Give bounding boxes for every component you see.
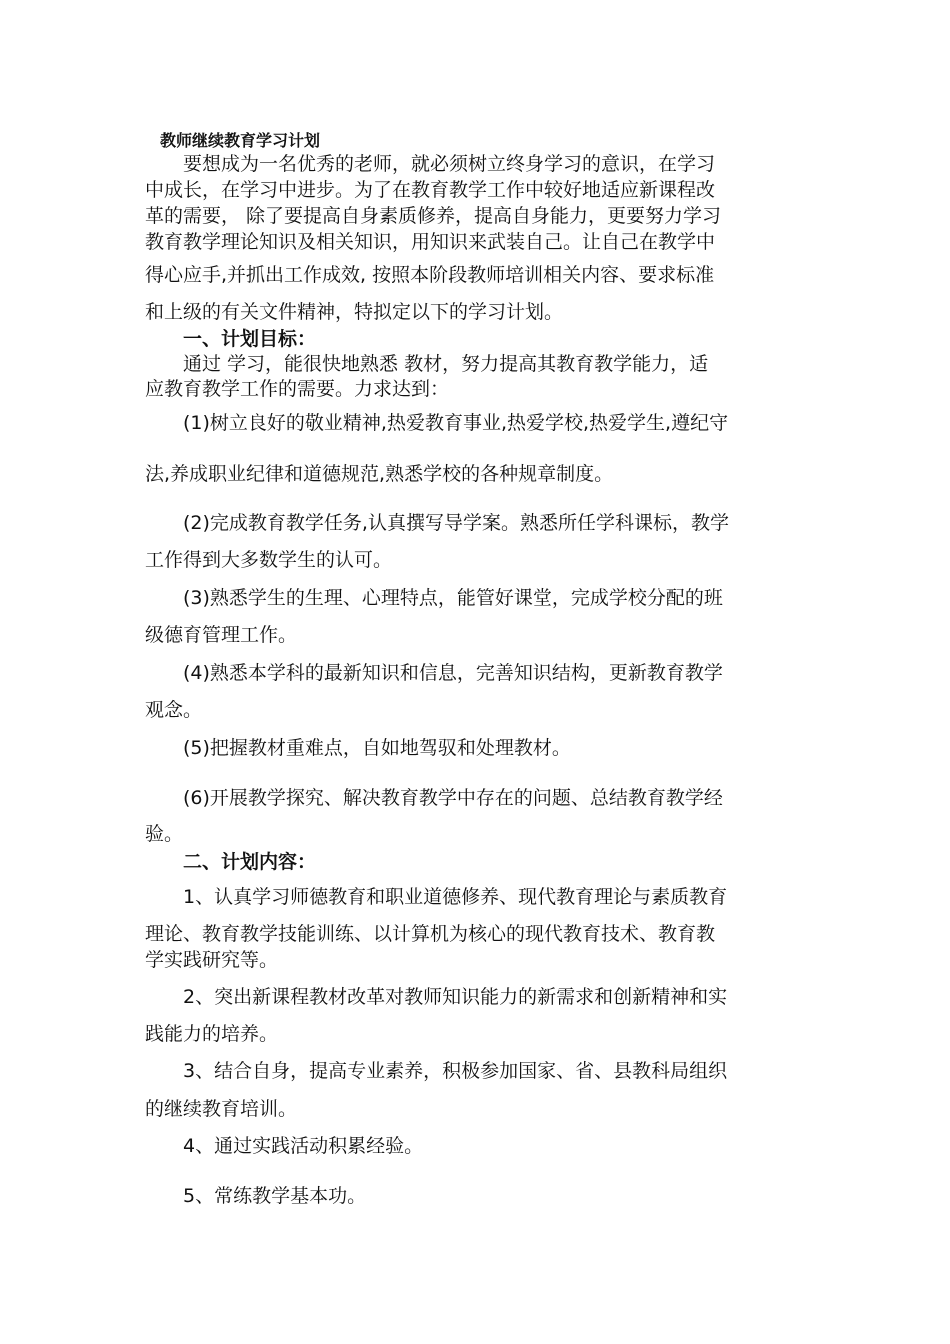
content-item-1-cont: 理论、教育教学技能训练、以计算机为核心的现代教育技术、教育教: [145, 923, 716, 945]
goal-item-1: (1)树立良好的敬业精神,热爱教育事业,热爱学校,热爱学生,遵纪守: [183, 412, 729, 434]
goal-item-3: (3)熟悉学生的生理、心理特点，能管好课堂，完成学校分配的班: [183, 587, 723, 609]
goal-item-6-cont: 验。: [145, 823, 184, 845]
intro-line: 中成长，在学习中进步。为了在教育教学工作中较好地适应新课程改: [145, 179, 716, 201]
section-heading-goals: 一、计划目标：: [183, 328, 317, 350]
content-item-5: 5、常练教学基本功。: [183, 1185, 367, 1207]
section-intro-line: 通过 学习，能很快地熟悉 教材，努力提高其教育教学能力，适: [183, 353, 709, 375]
goal-item-5: (5)把握教材重难点，自如地驾驭和处理教材。: [183, 737, 571, 759]
document-title: 教师继续教育学习计划: [160, 131, 321, 150]
content-item-3: 3、结合自身，提高专业素养，积极参加国家、省、县教科局组织: [183, 1060, 728, 1082]
intro-line: 革的需要， 除了要提高自身素质修养，提高自身能力，更要努力学习: [145, 205, 722, 227]
content-item-1: 1、认真学习师德教育和职业道德修养、现代教育理论与素质教育: [183, 886, 728, 908]
content-item-4: 4、通过实践活动积累经验。: [183, 1135, 424, 1157]
goal-item-2-cont: 工作得到大多数学生的认可。: [145, 549, 393, 571]
goal-item-1-cont: 法,养成职业纪律和道德规范,熟悉学校的各种规章制度。: [145, 463, 614, 485]
intro-line: 得心应手,并抓出工作成效, 按照本阶段教师培训相关内容、要求标准: [145, 264, 715, 286]
intro-line: 要想成为一名优秀的老师，就必须树立终身学习的意识，在学习: [183, 153, 716, 175]
content-item-1-cont: 学实践研究等。: [145, 949, 279, 971]
goal-item-6: (6)开展教学探究、解决教育教学中存在的问题、总结教育教学经: [183, 787, 723, 809]
goal-item-3-cont: 级德育管理工作。: [145, 624, 298, 646]
goal-item-4: (4)熟悉本学科的最新知识和信息，完善知识结构，更新教育教学: [183, 662, 723, 684]
section-heading-content: 二、计划内容：: [183, 851, 317, 873]
intro-line: 教育教学理论知识及相关知识，用知识来武装自己。让自己在教学中: [145, 231, 716, 253]
content-item-2-cont: 践能力的培养。: [145, 1023, 279, 1045]
intro-line: 和上级的有关文件精神，特拟定以下的学习计划。: [145, 301, 564, 323]
goal-item-2: (2)完成教育教学任务,认真撰写导学案。熟悉所任学科课标，教学: [183, 512, 729, 534]
section-intro-line: 应教育教学工作的需要。力求达到：: [145, 378, 450, 400]
content-item-2: 2、突出新课程教材改革对教师知识能力的新需求和创新精神和实: [183, 986, 728, 1008]
goal-item-4-cont: 观念。: [145, 699, 203, 721]
content-item-3-cont: 的继续教育培训。: [145, 1098, 298, 1120]
